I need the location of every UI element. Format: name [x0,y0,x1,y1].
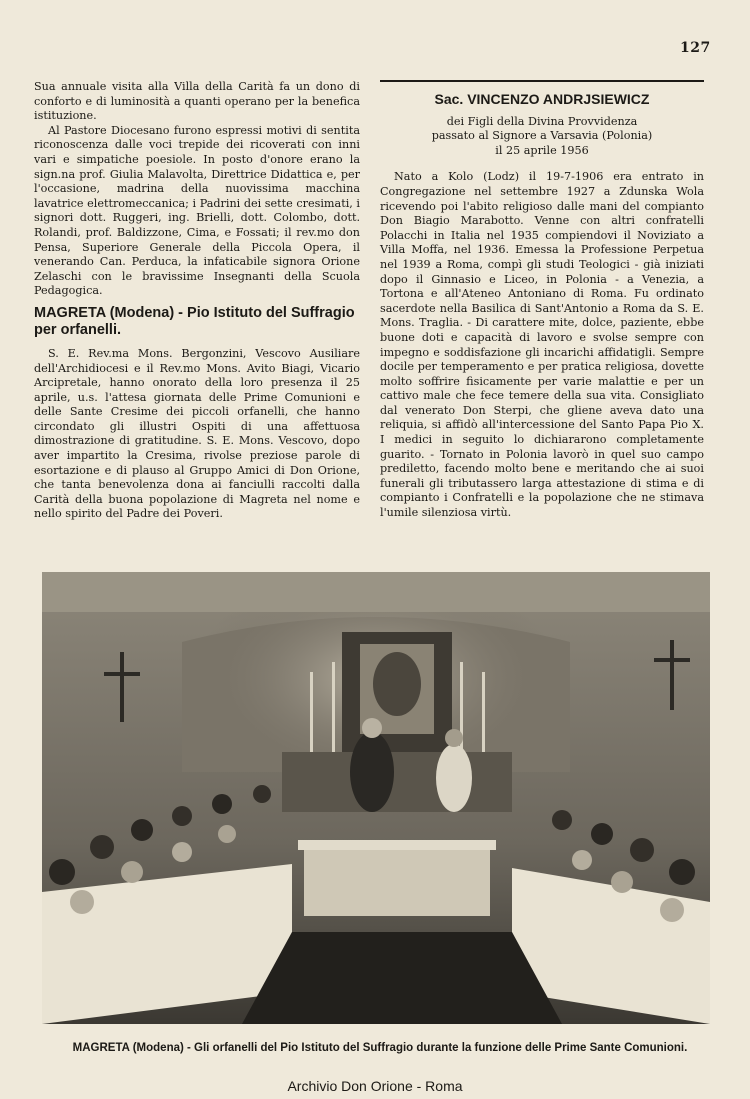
section-heading: MAGRETA (Modena) - Pio Istituto del Suffragio per orfanelli. [34,304,355,338]
photo-caption: MAGRETA (Modena) - Gli orfanelli del Pio Istituto del Suffragio durante la funzione delle Prime Sante Comunioni. [72,1042,688,1054]
right-column [380,80,704,521]
obituary-subtitle [380,115,704,159]
subtitle-line: passato al Signore a Varsavia (Polonia) [431,129,653,143]
subtitle-line: il 25 aprile 1956 [495,143,589,157]
subtitle-line: dei Figli della Divina Provvidenza [446,114,638,128]
paragraph: Sua annuale visita alla Villa della Carità fa un dono di conforto e di luminosità a quanti operano per la benefica istituzione. [34,80,360,123]
chapel-photo [42,572,710,1024]
obituary-name: Sac. VINCENZO ANDRJSIEWICZ [434,91,650,107]
left-column [34,80,360,522]
paragraph: S. E. Rev.ma Mons. Bergonzini, Vescovo Ausiliare dell'Archidiocesi e il Rev.mo Mons. Avito Biagi, Vicario Arcipretale, hanno onorato della loro presenza il 25 aprile, u.s. l'attesa giornata delle Prime Comunioni e delle Sante Cresime dei piccoli orfanelli, che hanno circondato gli illustri Ospiti di una affettuosa dimostrazione di gratitudine. S. E. Mons. Vescovo, dopo aver impartito la Cresima, rivolse preziose parole di esortazione e di plauso al Gruppo Amici di Don Orione, che tanta benevolenza dona ai fanciulli raccolti dalla Carità della buona popolazione di Magreta nel nome e nello spirito del Padre dei Poveri. [34,346,360,521]
obituary-body: Nato a Kolo (Lodz) il 19-7-1906 era entrato in Congregazione nel settembre 1927 a Zdunska Wola ricevendo poi l'abito religioso dalle mani del compianto Don Biagio Marabotto. Venne con altri confratelli Polacchi in Italia nel 1935 compiendovi il Noviziato a Villa Moffa, nel 1936. Emessa la Professione Perpetua nel 1939 a Roma, compì gli studi Teologici - già iniziati dopo il Ginnasio e Liceo, in Polonia - a Venezia, a Tortona e all'Ateneo Antoniano di Roma. Fu ordinato sacerdote nella Basilica di Sant'Antonio a Roma da S. E. Mons. Traglia. - Di carattere mite, dolce, paziente, ebbe buone doti e capacità di lavoro e svolse sempre con impegno e soddisfazione gli incarichi affidatigli. Sempre docile per temperamento e per pratica religiosa, dovette molto soffrire fisicamente per varie malattie e per un cattivo male che fece temere della sua vita. Consigliato dal venerato Don Sterpi, che gliene aveva dato una reliquia, si affidò all'intercessione del Santo Papa Pio X. I medici in seguito lo dichiararono completamente guarito. - Tornato in Polonia lavorò in quel suo campo prediletto, facendo molto bene e meritando che ai suoi funerali gli tributassero larga attestazione di stima e di compianto i Confratelli e la popolazione che ne stimava l'umile silenziosa virtù. [380,170,704,520]
paragraph: Al Pastore Diocesano furono espressi motivi di sentita riconoscenza dalle voci trepide dei ricoverati con inni vari e simpatiche poesiole. In posto d'onore erano la sign.na prof. Giulia Malavolta, Direttrice Didattica e, per l'occasione, madrina della nuovissima macchina lavatrice elettromeccanica; i Padrini dei sette cresimati, i signori dott. Ruggeri, ing. Brielli, dott. Colombo, dott. Rolandi, prof. Baldizzone, Cima, e Fossati; il rev.mo don Pensa, Superiore Generale della Piccola Opera, il venerando Can. Perduca, la infaticabile signora Orione Zelaschi con le bravissime Insegnanti della Scuola Pedagogica. [34,123,360,298]
divider [380,80,704,82]
archive-footer: Archivio Don Orione - Roma [287,1078,463,1094]
page-number: 127 [680,40,711,56]
